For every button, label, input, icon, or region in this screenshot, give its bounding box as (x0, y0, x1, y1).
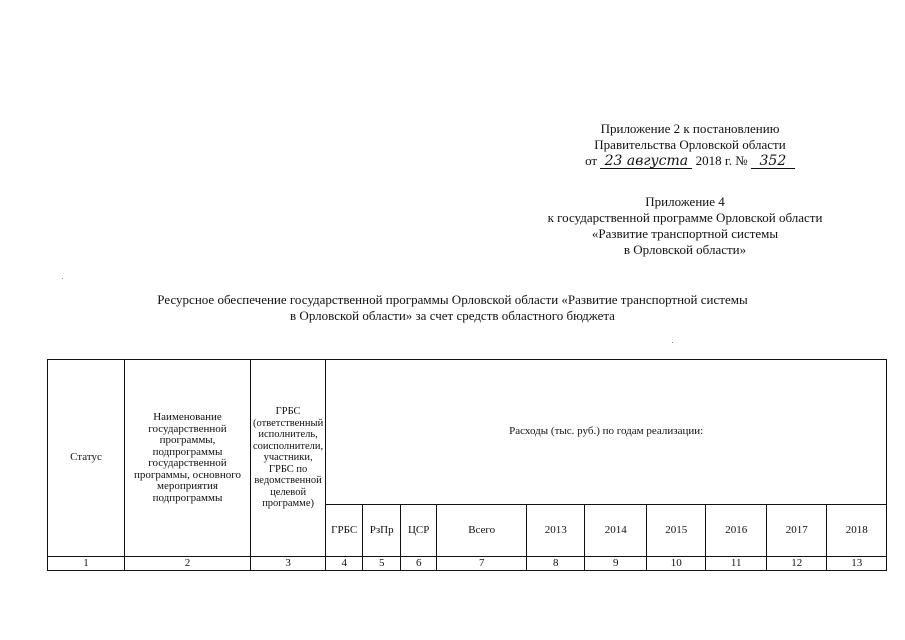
annex-4-line-3: «Развитие транспортной системы (591, 226, 779, 241)
column-number: 2 (125, 557, 251, 571)
annex-4-line-4: в Орловской области» (623, 242, 747, 257)
name-header: Наименование государственной программы, подпрограммы государственной программы, основного мероприятия подпрограммы (125, 360, 251, 557)
annex-2-date-line (540, 153, 840, 169)
from-label: от (585, 153, 598, 168)
sub-header-csr: ЦСР (401, 505, 437, 557)
year-text: 2018 г. № (695, 153, 748, 168)
column-number-row (48, 557, 887, 571)
status-header: Статус (48, 360, 125, 557)
column-number: 13 (827, 557, 887, 571)
annex-4-line-1: Приложение 4 (645, 194, 725, 209)
sub-header-total: Всего (437, 505, 527, 557)
column-number: 7 (437, 557, 527, 571)
column-number: 6 (401, 557, 437, 571)
expenses-header: Расходы (тыс. руб.) по годам реализации: (326, 360, 887, 505)
annex-2-line-1: Приложение 2 к постановлению (600, 121, 780, 136)
column-number: 11 (706, 557, 767, 571)
column-number: 4 (326, 557, 363, 571)
sub-header-2016: 2016 (706, 505, 767, 557)
sub-header-2015: 2015 (647, 505, 706, 557)
sub-header-rzpr: РзПр (363, 505, 401, 557)
sub-header-2013: 2013 (527, 505, 585, 557)
handwritten-number: 352 (751, 154, 795, 169)
column-number: 12 (767, 557, 827, 571)
annex-2-line-2: Правительства Орловской области (594, 137, 786, 152)
document-title-line-1: Ресурсное обеспечение государственной программы Орловской области «Развитие транспортной системы (157, 292, 748, 307)
column-number: 1 (48, 557, 125, 571)
scan-speck (672, 342, 673, 343)
column-number: 9 (585, 557, 647, 571)
column-number: 5 (363, 557, 401, 571)
document-title (60, 292, 845, 324)
sub-header-2014: 2014 (585, 505, 647, 557)
sub-header-grbs: ГРБС (326, 505, 363, 557)
annex-4-block (505, 194, 865, 258)
column-number: 8 (527, 557, 585, 571)
sub-header-2017: 2017 (767, 505, 827, 557)
sub-header-2018: 2018 (827, 505, 887, 557)
document-title-line-2: в Орловской области» за счет средств областного бюджета (290, 308, 615, 323)
column-number: 10 (647, 557, 706, 571)
scan-speck (62, 278, 63, 279)
resource-table (47, 359, 887, 571)
annex-4-line-2: к государственной программе Орловской области (547, 210, 823, 225)
annex-2-block (540, 121, 840, 169)
grbs-header: ГРБС (ответственный исполнитель, соисполнители, участники, ГРБС по ведомственной целевой программе) (251, 360, 326, 557)
handwritten-date: 23 августа (600, 154, 692, 169)
column-number: 3 (251, 557, 326, 571)
